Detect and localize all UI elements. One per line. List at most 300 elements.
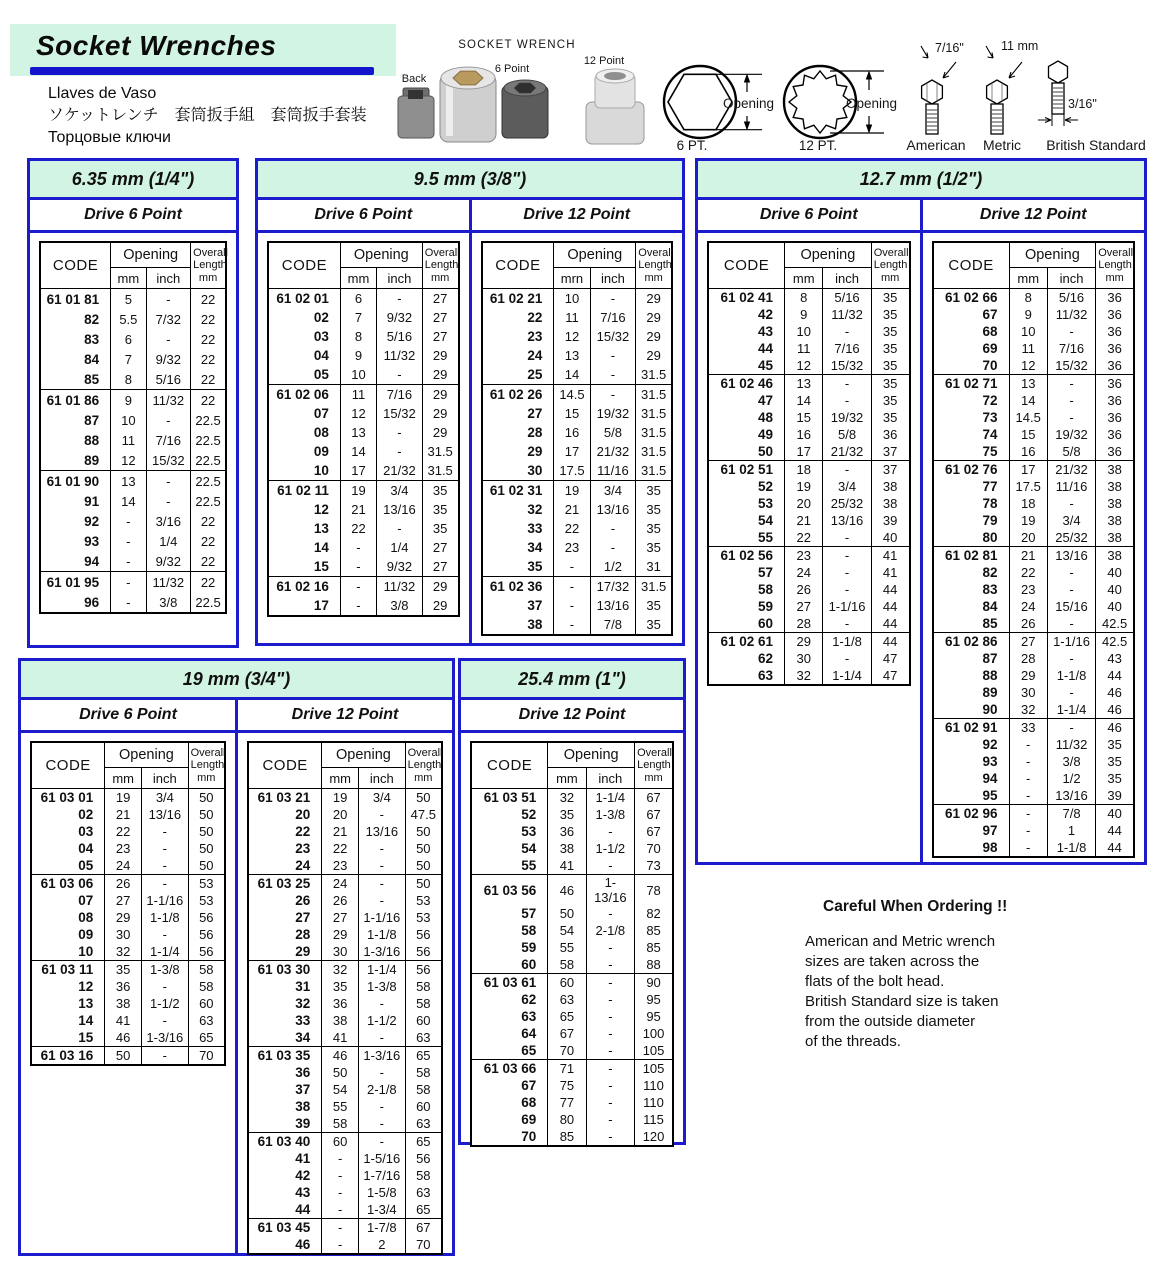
code-cell: 52	[471, 806, 548, 823]
length-cell: 22.5	[191, 450, 226, 471]
mm-cell: 21	[554, 500, 590, 519]
mm-cell: 9	[111, 390, 146, 411]
inch-cell: 1-1/2	[586, 840, 634, 857]
table-row	[933, 839, 1135, 857]
inch-cell: 3/4	[1047, 512, 1095, 529]
code-cell: 93	[933, 753, 1010, 770]
inch-cell: -	[377, 442, 423, 461]
code-cell: 22	[482, 308, 554, 327]
inch-cell: -	[586, 823, 634, 840]
mm-cell: 41	[105, 1012, 142, 1029]
mm-cell: 20	[785, 495, 823, 512]
table-row	[933, 581, 1135, 598]
inch-cell: -	[359, 1064, 406, 1081]
length-cell: 58	[188, 961, 225, 979]
inch-cell: 1	[1047, 822, 1095, 839]
mm-cell: 19	[340, 481, 376, 501]
inch-cell: 9/32	[377, 308, 423, 327]
code-cell: 61 02 96	[933, 805, 1010, 823]
length-cell: 36	[1096, 306, 1134, 323]
drive-header: Drive 12 Point	[469, 200, 683, 230]
code-cell: 05	[31, 857, 105, 875]
length-cell: 50	[405, 857, 442, 875]
mm-cell: 9	[340, 346, 376, 365]
table-row	[248, 943, 442, 961]
table-row	[933, 650, 1135, 667]
length-cell: 22	[191, 551, 226, 572]
code-cell: 98	[933, 839, 1010, 857]
inch-cell: 1-5/16	[359, 1150, 406, 1167]
code-cell: 53	[708, 495, 785, 512]
inch-header: inch	[586, 768, 634, 789]
code-cell: 32	[248, 995, 322, 1012]
table-row	[708, 564, 910, 581]
mm-cell: 22	[554, 519, 590, 538]
mm-cell: 50	[548, 905, 586, 922]
code-cell: 61 03 11	[31, 961, 105, 979]
subtable-container	[258, 233, 469, 643]
inch-cell: 1-7/8	[359, 1219, 406, 1237]
length-cell: 58	[405, 978, 442, 995]
length-cell: 35	[636, 538, 672, 557]
code-cell: 85	[933, 615, 1010, 633]
length-cell: 58	[405, 1064, 442, 1081]
british-label: British Standard	[1046, 137, 1146, 153]
length-cell: 27	[422, 289, 458, 309]
mm-cell: 85	[548, 1128, 586, 1146]
inch-cell: -	[823, 547, 871, 565]
mm-cell: 32	[548, 789, 586, 807]
code-cell: 15	[268, 557, 340, 577]
length-cell: 65	[405, 1133, 442, 1151]
code-cell: 82	[40, 309, 111, 329]
code-cell: 37	[248, 1081, 322, 1098]
code-cell: 61 03 66	[471, 1060, 548, 1078]
code-cell: 13	[268, 519, 340, 538]
drive-header: Drive 12 Point	[518, 706, 626, 723]
inch-cell: -	[1047, 684, 1095, 701]
table-row	[482, 442, 673, 461]
six-point-label: 6 Point	[494, 63, 530, 75]
table-row	[31, 789, 225, 807]
mm-cell: -	[340, 538, 376, 557]
code-cell: 29	[248, 943, 322, 961]
mm-header: mm	[111, 268, 146, 289]
table-row	[471, 875, 673, 906]
code-cell: 36	[248, 1064, 322, 1081]
inch-cell: 1-1/4	[1047, 701, 1095, 719]
length-cell: 44	[1096, 839, 1134, 857]
inch-cell: 3/4	[377, 481, 423, 501]
inch-cell: -	[1047, 392, 1095, 409]
inch-cell: 5/8	[590, 423, 636, 442]
inch-cell: 11/32	[146, 390, 191, 411]
chrome-socket-icon	[440, 67, 496, 142]
socket-wrench-caption: SOCKET WRENCH	[458, 39, 576, 51]
table-row	[31, 926, 225, 943]
six-point-socket-icon	[502, 80, 548, 138]
length-cell: 39	[1096, 787, 1134, 805]
inch-cell: 3/8	[1047, 753, 1095, 770]
table-row	[471, 922, 673, 939]
mm-cell: 21	[1009, 547, 1047, 565]
mm-cell: 12	[785, 357, 823, 375]
overall-length-header: Overall Length mm	[422, 242, 458, 289]
table-row	[31, 840, 225, 857]
table-row	[248, 1029, 442, 1047]
table-row	[268, 481, 459, 501]
mm-cell: 50	[322, 1064, 359, 1081]
inch-cell: -	[359, 875, 406, 893]
inch-cell: 13/16	[1047, 547, 1095, 565]
inch-cell: 1-1/8	[142, 909, 189, 926]
mm-cell: 11	[554, 308, 590, 327]
table-row	[933, 495, 1135, 512]
table-25-4mm	[458, 658, 686, 1145]
inch-cell: -	[590, 346, 636, 365]
length-cell: 35	[422, 481, 458, 501]
inch-cell: 15/32	[1047, 357, 1095, 375]
mm-header: mm	[1009, 268, 1047, 289]
inch-cell: 1-3/16	[142, 1029, 189, 1047]
mm-cell: 14	[111, 491, 146, 511]
drive-header: Drive 12 Point	[235, 700, 452, 730]
length-cell: 38	[1096, 547, 1134, 565]
inch-cell: -	[377, 423, 423, 442]
code-cell: 43	[248, 1184, 322, 1201]
table-row	[40, 592, 226, 613]
mm-cell: 15	[1009, 426, 1047, 443]
table-row	[248, 1201, 442, 1219]
code-header: CODE	[268, 242, 340, 289]
table-row	[471, 1111, 673, 1128]
code-cell: 68	[933, 323, 1010, 340]
overall-length-header: Overall Length mm	[1096, 242, 1134, 289]
drive-header: Drive 6 Point	[314, 206, 413, 223]
table-row	[708, 581, 910, 598]
length-cell: 63	[405, 1115, 442, 1133]
inch-cell: 1-1/2	[359, 1012, 406, 1029]
table-row	[708, 443, 910, 461]
table-row	[248, 1115, 442, 1133]
table-row	[708, 409, 910, 426]
code-cell: 34	[482, 538, 554, 557]
table-row	[708, 392, 910, 409]
length-cell: 56	[405, 961, 442, 979]
code-cell: 61 02 16	[268, 577, 340, 597]
ordering-note-title: Careful When Ordering !!	[823, 898, 1008, 915]
mm-cell: 11	[111, 430, 146, 450]
inch-cell: -	[590, 385, 636, 405]
mm-cell: 18	[1009, 495, 1047, 512]
table-row	[248, 1012, 442, 1029]
code-cell: 13	[31, 995, 105, 1012]
mm-cell: 80	[548, 1111, 586, 1128]
mm-cell: -	[1009, 822, 1047, 839]
table-row	[933, 443, 1135, 461]
mm-cell: 10	[111, 410, 146, 430]
code-cell: 62	[708, 650, 785, 667]
inch-cell: 1-1/16	[142, 892, 189, 909]
code-cell: 61 02 81	[933, 547, 1010, 565]
inch-cell: -	[586, 1077, 634, 1094]
code-cell: 34	[248, 1029, 322, 1047]
six-pt-caption: 6 PT.	[676, 138, 708, 153]
mm-cell: 13	[785, 375, 823, 393]
code-cell: 74	[933, 426, 1010, 443]
table-row	[268, 500, 459, 519]
table-row	[471, 1025, 673, 1042]
twelve-pt-caption: 12 PT.	[798, 138, 838, 153]
mm-cell: 14	[340, 442, 376, 461]
code-cell: 38	[482, 615, 554, 635]
spec-table	[932, 241, 1136, 858]
inch-cell: -	[359, 1029, 406, 1047]
table-row	[933, 598, 1135, 615]
length-cell: 35	[636, 481, 672, 501]
overall-length-header: Overall Length mm	[188, 742, 225, 789]
length-cell: 31.5	[636, 461, 672, 481]
code-cell: 97	[933, 822, 1010, 839]
inch-cell: 11/32	[823, 306, 871, 323]
inch-cell: 7/8	[1047, 805, 1095, 823]
code-cell: 61 02 76	[933, 461, 1010, 479]
metric-size-label: 11 mm	[1001, 39, 1039, 53]
code-cell: 61 01 86	[40, 390, 111, 411]
length-cell: 31.5	[636, 385, 672, 405]
code-cell: 05	[268, 365, 340, 385]
length-cell: 22.5	[191, 592, 226, 613]
code-cell: 61 02 66	[933, 289, 1010, 307]
mm-cell: 21	[322, 823, 359, 840]
table-row	[708, 289, 910, 307]
mm-cell: 6	[111, 329, 146, 349]
mm-cell: -	[1009, 787, 1047, 805]
inch-cell: 1-1/4	[823, 667, 871, 685]
length-cell: 47	[871, 667, 909, 685]
code-cell: 04	[31, 840, 105, 857]
inch-cell: -	[1047, 495, 1095, 512]
table-row	[471, 823, 673, 840]
code-cell: 07	[268, 404, 340, 423]
inch-cell: 13/16	[590, 596, 636, 615]
length-cell: 95	[635, 991, 673, 1008]
table-row	[471, 1060, 673, 1078]
code-cell: 30	[482, 461, 554, 481]
code-cell: 10	[31, 943, 105, 961]
code-cell: 22	[248, 823, 322, 840]
mm-cell: -	[111, 531, 146, 551]
subtitle-spanish: Llaves de Vaso	[48, 85, 157, 102]
length-cell: 60	[405, 1098, 442, 1115]
table-row	[268, 365, 459, 385]
length-cell: 44	[871, 615, 909, 633]
mm-cell: 14	[1009, 392, 1047, 409]
code-cell: 61 01 81	[40, 289, 111, 310]
code-cell: 38	[248, 1098, 322, 1115]
inch-cell: -	[586, 1060, 634, 1078]
inch-cell: -	[1047, 323, 1095, 340]
mm-cell: 26	[322, 892, 359, 909]
inch-cell: -	[142, 1047, 189, 1066]
inch-cell: 21/32	[1047, 461, 1095, 479]
mm-cell: 26	[105, 875, 142, 893]
code-cell: 47	[708, 392, 785, 409]
mm-cell: -	[322, 1150, 359, 1167]
code-cell: 61 03 35	[248, 1047, 322, 1065]
table-row	[471, 991, 673, 1008]
length-cell: 35	[422, 500, 458, 519]
length-cell: 27	[422, 538, 458, 557]
table-row	[933, 564, 1135, 581]
table-row	[482, 404, 673, 423]
table-row	[482, 519, 673, 538]
code-cell: 61 03 06	[31, 875, 105, 893]
table-row	[933, 409, 1135, 426]
table-row	[471, 939, 673, 956]
subtable-container	[21, 733, 235, 1255]
length-cell: 50	[188, 840, 225, 857]
length-cell: 38	[1096, 512, 1134, 529]
inch-cell: 15/32	[146, 450, 191, 471]
table-row	[248, 961, 442, 979]
inch-cell: 11/16	[1047, 478, 1095, 495]
table-row	[708, 650, 910, 667]
mm-cell: 77	[548, 1094, 586, 1111]
length-cell: 36	[1096, 426, 1134, 443]
code-cell: 67	[933, 306, 1010, 323]
mm-cell: 54	[548, 922, 586, 939]
mm-cell: -	[1009, 805, 1047, 823]
length-cell: 115	[635, 1111, 673, 1128]
code-header: CODE	[31, 742, 105, 789]
overall-length-header: Overall Length mm	[871, 242, 909, 289]
inch-cell: 1-7/16	[359, 1167, 406, 1184]
inch-header: inch	[1047, 268, 1095, 289]
spec-table	[39, 241, 227, 614]
table-row	[268, 519, 459, 538]
length-cell: 105	[635, 1060, 673, 1078]
inch-cell: 7/8	[590, 615, 636, 635]
inch-cell: 7/16	[1047, 340, 1095, 357]
table-row	[40, 410, 226, 430]
length-cell: 29	[636, 308, 672, 327]
length-cell: 46	[1096, 684, 1134, 701]
length-cell: 50	[188, 857, 225, 875]
inch-cell: 1-3/16	[359, 1047, 406, 1065]
inch-cell: -	[1047, 650, 1095, 667]
table-row	[40, 572, 226, 593]
inch-cell: 2-1/8	[586, 922, 634, 939]
mm-cell: 14.5	[1009, 409, 1047, 426]
code-cell: 88	[40, 430, 111, 450]
mm-cell: 28	[1009, 650, 1047, 667]
table-row	[248, 995, 442, 1012]
twelve-point-label: 12 Point	[583, 55, 625, 67]
inch-cell: 15/32	[377, 404, 423, 423]
spec-table	[247, 741, 443, 1255]
code-cell: 14	[268, 538, 340, 557]
subtitles	[48, 83, 367, 149]
code-header: CODE	[708, 242, 785, 289]
length-cell: 53	[188, 875, 225, 893]
inch-cell: 15/32	[823, 357, 871, 375]
length-cell: 31.5	[636, 577, 672, 597]
table-row	[482, 577, 673, 597]
code-cell: 31	[248, 978, 322, 995]
table-title: 9.5 mm (3/8")	[258, 161, 682, 200]
mm-cell: 30	[322, 943, 359, 961]
length-cell: 50	[188, 806, 225, 823]
length-cell: 43	[1096, 650, 1134, 667]
table-title: 12.7 mm (1/2")	[698, 161, 1144, 200]
mm-cell: 27	[105, 892, 142, 909]
length-cell: 53	[405, 909, 442, 926]
mm-cell: 14	[785, 392, 823, 409]
mm-cell: -	[322, 1236, 359, 1254]
mm-cell: 32	[105, 943, 142, 961]
inch-cell: 1-1/16	[1047, 633, 1095, 651]
inch-cell: 3/4	[590, 481, 636, 501]
inch-cell: 1-1/16	[823, 598, 871, 615]
inch-cell: 7/16	[823, 340, 871, 357]
inch-cell: 11/16	[590, 461, 636, 481]
inch-cell: 1-5/8	[359, 1184, 406, 1201]
mm-cell: 22	[322, 840, 359, 857]
mm-header: mm	[322, 768, 359, 789]
mm-cell: 32	[322, 961, 359, 979]
table-row	[471, 956, 673, 974]
inch-cell: 1/2	[590, 557, 636, 577]
code-cell: 08	[31, 909, 105, 926]
table-row	[248, 840, 442, 857]
table-row	[268, 385, 459, 405]
inch-cell: -	[586, 1128, 634, 1146]
table-row	[482, 596, 673, 615]
length-cell: 100	[635, 1025, 673, 1042]
inch-cell: -	[823, 323, 871, 340]
length-cell: 50	[405, 875, 442, 893]
mm-cell: 32	[1009, 701, 1047, 719]
length-cell: 50	[188, 823, 225, 840]
mm-cell: 23	[322, 857, 359, 875]
inch-header: inch	[590, 268, 636, 289]
mm-cell: -	[340, 596, 376, 616]
inch-cell: 11/32	[146, 572, 191, 593]
inch-cell: 1-1/8	[359, 926, 406, 943]
opening-header: Opening	[548, 742, 635, 768]
overall-length-header: Overall Length mm	[636, 242, 672, 289]
code-cell: 39	[248, 1115, 322, 1133]
code-cell: 61 03 16	[31, 1047, 105, 1066]
table-row	[933, 822, 1135, 839]
code-cell: 61 03 21	[248, 789, 322, 807]
inch-cell: 1/2	[1047, 770, 1095, 787]
code-cell: 12	[268, 500, 340, 519]
table-row	[40, 390, 226, 411]
table-row	[933, 633, 1135, 651]
code-cell: 59	[708, 598, 785, 615]
table-row	[40, 289, 226, 310]
table-row	[248, 789, 442, 807]
code-cell: 61 03 56	[471, 875, 548, 906]
length-cell: 31.5	[422, 461, 458, 481]
mm-cell: -	[554, 557, 590, 577]
code-cell: 09	[268, 442, 340, 461]
length-cell: 22	[191, 289, 226, 310]
table-row	[933, 323, 1135, 340]
table-row	[248, 1167, 442, 1184]
